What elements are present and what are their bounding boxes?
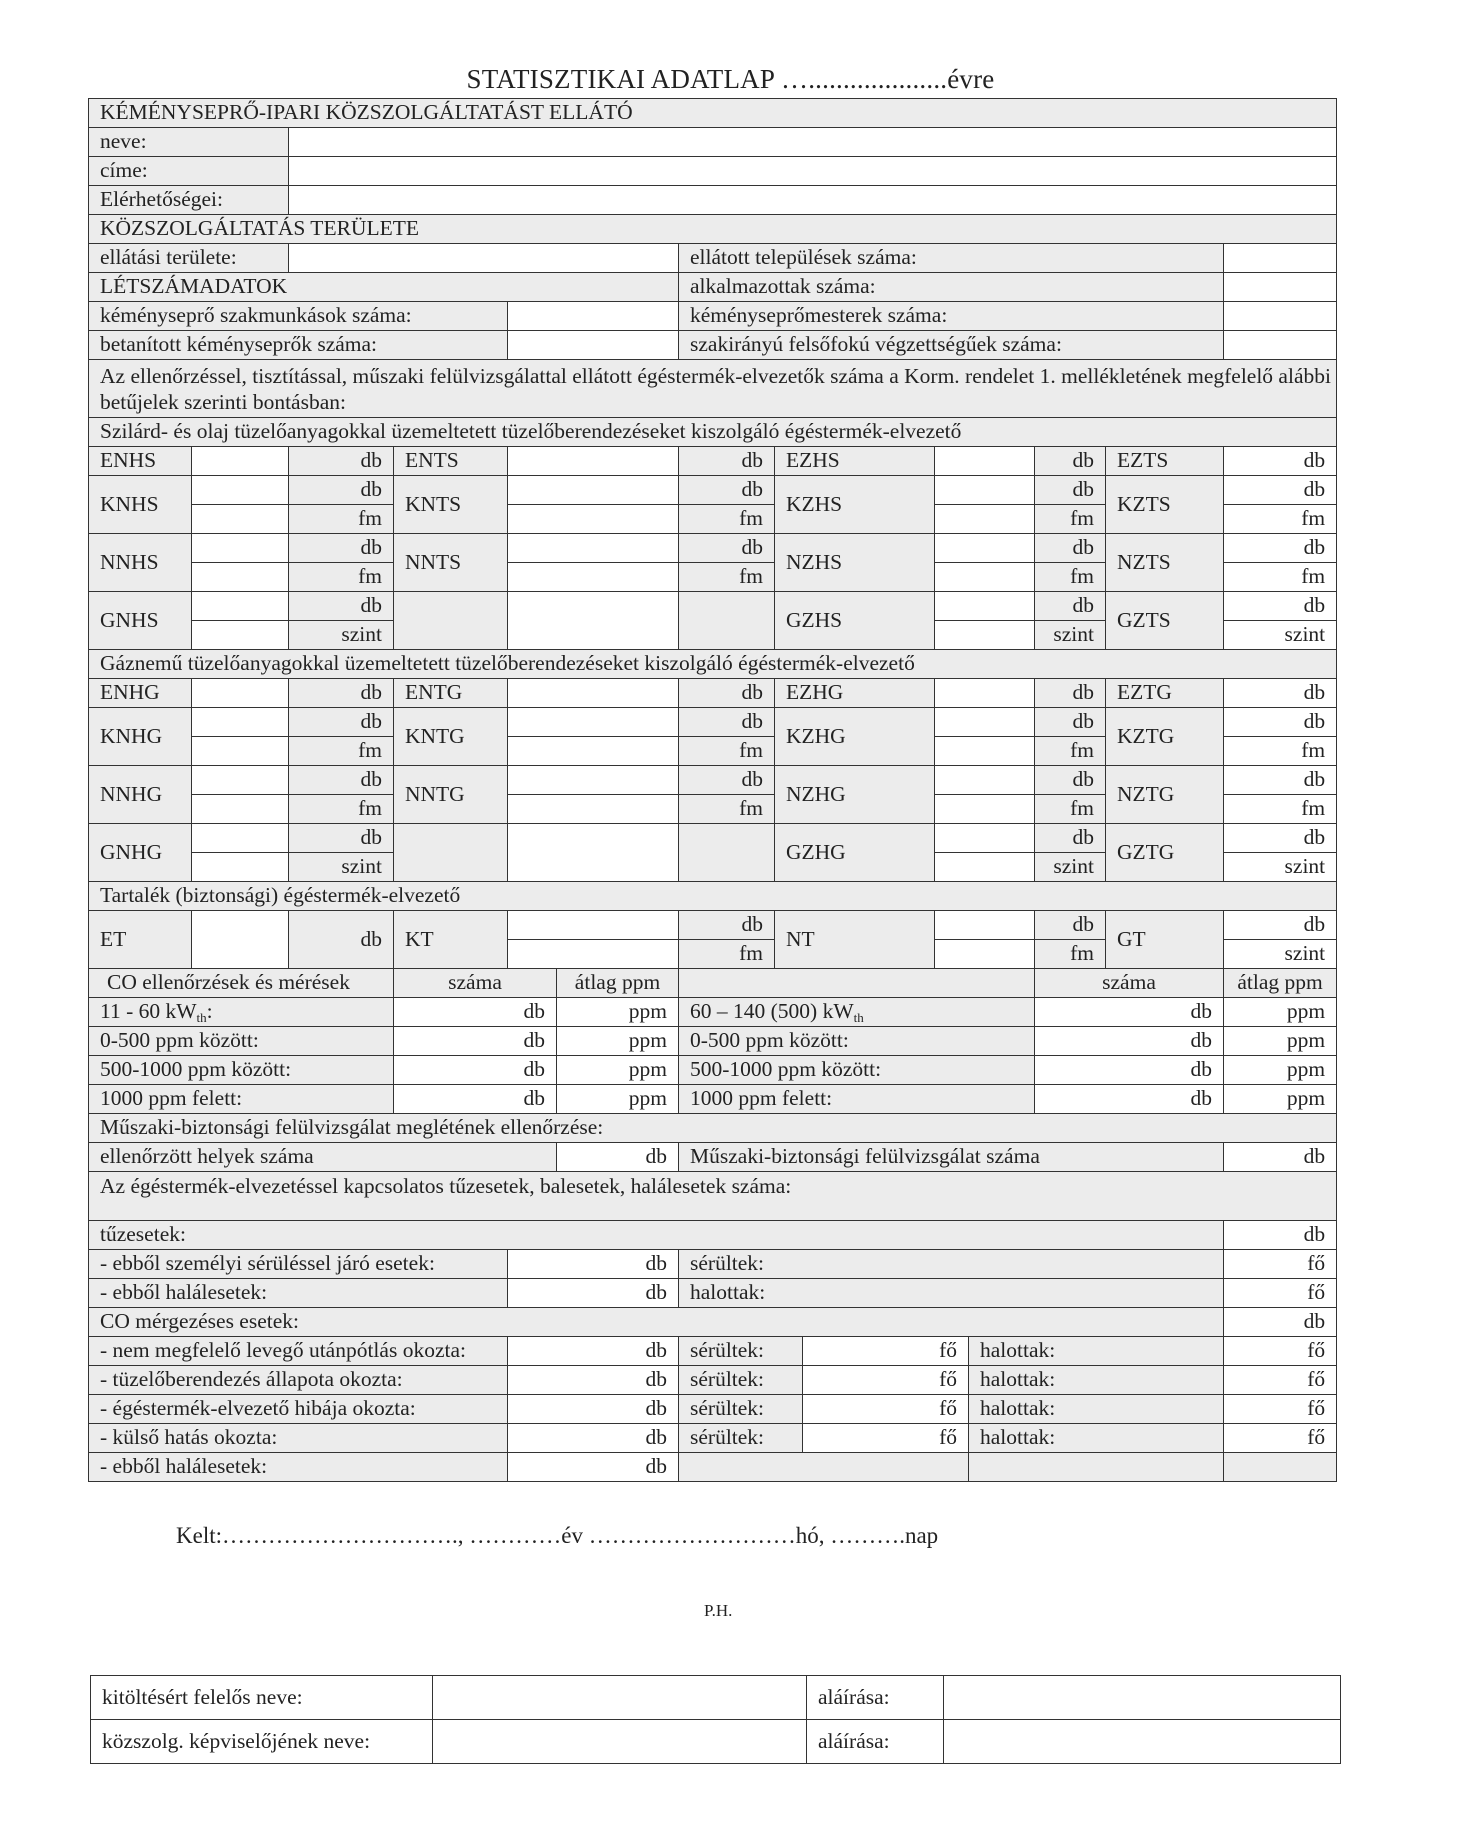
unit-label: fm — [1301, 796, 1326, 821]
provider-name-label: neve: — [89, 128, 289, 157]
length-field[interactable] — [935, 505, 1035, 534]
empty-cell — [394, 824, 508, 882]
co-avg-field[interactable]: ppm — [557, 1085, 679, 1114]
length-field[interactable] — [935, 795, 1035, 824]
unit-label: fm — [1035, 737, 1106, 766]
unit-label: db — [1303, 709, 1326, 734]
co-avg-field[interactable]: ppm — [1224, 1027, 1337, 1056]
level-field[interactable] — [1224, 853, 1337, 882]
length-field[interactable] — [192, 737, 289, 766]
code-label: KNTG — [394, 708, 508, 766]
checked-places-field[interactable]: db — [557, 1143, 679, 1172]
code-label: NNTG — [394, 766, 508, 824]
co-avg-field[interactable]: ppm — [557, 1027, 679, 1056]
length-field[interactable] — [508, 505, 679, 534]
count-field[interactable] — [1224, 911, 1337, 940]
injured-field[interactable]: fő — [803, 1395, 969, 1424]
code-label: KNHS — [89, 476, 192, 534]
empty-cell — [1224, 1453, 1337, 1482]
count-field[interactable] — [1224, 824, 1337, 853]
count-field[interactable] — [192, 824, 289, 853]
tech-reviews-label: Műszaki-biztonsági felülvizsgálat száma — [679, 1143, 1224, 1172]
count-field[interactable] — [935, 534, 1035, 563]
fires-label: tűzesetek: — [89, 1221, 1224, 1250]
empty-cell — [679, 592, 775, 650]
code-label: EZHG — [775, 679, 935, 708]
level-field[interactable] — [192, 853, 289, 882]
cause-count-field[interactable]: db — [508, 1424, 679, 1453]
unit-label: db — [679, 476, 775, 505]
unit-label: db — [1035, 534, 1106, 563]
code-label: ENTG — [394, 679, 508, 708]
co-death-cases-field[interactable]: db — [508, 1453, 679, 1482]
unit-label: db — [679, 679, 775, 708]
tech-reviews-field[interactable]: db — [1224, 1143, 1337, 1172]
code-label: GZTG — [1106, 824, 1224, 882]
provider-heading: KÉMÉNYSEPRŐ-IPARI KÖZSZOLGÁLTATÁST ELLÁTÓ — [89, 99, 1337, 128]
count-field[interactable] — [508, 447, 679, 476]
cause-label: - égéstermék-elvezető hibája okozta: — [89, 1395, 508, 1424]
count-field[interactable] — [1224, 534, 1337, 563]
unit-label: szint — [1284, 941, 1326, 966]
unit-label: db — [1035, 911, 1106, 940]
unit-label: fm — [289, 505, 394, 534]
empty-cell — [394, 592, 508, 650]
representative-name-label: közszolg. képviselőjének neve: — [91, 1720, 433, 1764]
unit-label: db — [1035, 708, 1106, 737]
length-field[interactable] — [935, 563, 1035, 592]
unit-label: db — [289, 447, 394, 476]
code-label: NZTG — [1106, 766, 1224, 824]
length-field[interactable] — [935, 737, 1035, 766]
reserve-heading: Tartalék (biztonsági) égéstermék-elvezető — [89, 882, 1337, 911]
unit-label: db — [289, 534, 394, 563]
provider-contact-field[interactable] — [289, 186, 1337, 215]
co-range-label: 500-1000 ppm között: — [679, 1056, 1035, 1085]
co-range-label: 500-1000 ppm között: — [89, 1056, 394, 1085]
accidents-heading: Az égéstermék-elvezetéssel kapcsolatos tűzesetek, balesetek, halálesetek száma: — [89, 1172, 1337, 1221]
count-field[interactable] — [508, 534, 679, 563]
count-field[interactable] — [1224, 679, 1337, 708]
level-field[interactable] — [1224, 940, 1337, 969]
co-avg-header: átlag ppm — [557, 969, 679, 998]
filler-signature-label: aláírása: — [807, 1676, 944, 1720]
empty-cell — [679, 1453, 969, 1482]
count-field[interactable] — [1224, 447, 1337, 476]
count-field[interactable] — [935, 911, 1035, 940]
higher-education-field[interactable] — [1224, 331, 1337, 360]
code-label: ENHS — [89, 447, 192, 476]
count-field[interactable] — [1224, 766, 1337, 795]
unit-label: szint — [1035, 621, 1106, 650]
code-label: ET — [89, 911, 192, 969]
count-field[interactable] — [935, 592, 1035, 621]
count-field[interactable] — [192, 766, 289, 795]
unit-label: db — [1035, 679, 1106, 708]
unit-label: fm — [1301, 506, 1326, 531]
empty-cell — [969, 1453, 1224, 1482]
code-label: GNHG — [89, 824, 192, 882]
injured-label: sérültek: — [679, 1250, 1224, 1279]
co-range-label: 60 – 140 (500) $kW_{th}$ — [679, 998, 1035, 1027]
higher-education-label: szakirányú felsőfokú végzettségűek száma: — [679, 331, 1224, 360]
dead-field[interactable]: fő — [1224, 1395, 1337, 1424]
code-label: GZHS — [775, 592, 935, 650]
tech-review-heading: Műszaki-biztonsági felülvizsgálat meglétének ellenőrzése: — [89, 1114, 1337, 1143]
provider-address-field[interactable] — [289, 157, 1337, 186]
cause-label: - külső hatás okozta: — [89, 1424, 508, 1453]
count-field[interactable] — [1224, 708, 1337, 737]
code-label: KZTS — [1106, 476, 1224, 534]
dead-label: halottak: — [969, 1337, 1224, 1366]
unit-label: db — [679, 766, 775, 795]
code-label: KNHG — [89, 708, 192, 766]
co-count-field[interactable]: db — [394, 1056, 557, 1085]
masters-label: kéményseprőmesterek száma: — [679, 302, 1224, 331]
dead-label: halottak: — [969, 1366, 1224, 1395]
cause-label: - nem megfelelő levegő utánpótlás okozta: — [89, 1337, 508, 1366]
code-label: NNHS — [89, 534, 192, 592]
unit-label: db — [1035, 592, 1106, 621]
settlements-count-label: ellátott települések száma: — [679, 244, 1224, 273]
code-label: ENHG — [89, 679, 192, 708]
cause-count-field[interactable]: db — [508, 1366, 679, 1395]
provider-address-label: címe: — [89, 157, 289, 186]
unit-label: db — [1303, 912, 1326, 937]
cause-count-field[interactable]: db — [508, 1337, 679, 1366]
level-field[interactable] — [1224, 621, 1337, 650]
fires-field[interactable]: db — [1224, 1221, 1337, 1250]
employees-field[interactable] — [1224, 273, 1337, 302]
filler-signature-field[interactable] — [944, 1676, 1341, 1720]
unit-label: fm — [679, 795, 775, 824]
death-cases-label: - ebből halálesetek: — [89, 1279, 508, 1308]
level-field[interactable] — [935, 621, 1035, 650]
co-count-field[interactable]: db — [394, 1027, 557, 1056]
co-count-field[interactable]: db — [1035, 1056, 1224, 1085]
count-field[interactable] — [935, 447, 1035, 476]
service-area-label: ellátási területe: — [89, 244, 289, 273]
count-field[interactable] — [935, 679, 1035, 708]
count-field[interactable] — [508, 679, 679, 708]
unit-label: szint — [1035, 853, 1106, 882]
count-field[interactable] — [192, 534, 289, 563]
code-label: EZHS — [775, 447, 935, 476]
co-range-label: 0-500 ppm között: — [89, 1027, 394, 1056]
unit-label: fm — [679, 563, 775, 592]
unit-label: db — [289, 766, 394, 795]
unit-label: db — [679, 447, 775, 476]
representative-name-field[interactable] — [433, 1720, 807, 1764]
unit-label: db — [289, 592, 394, 621]
statistics-form-table — [88, 98, 1337, 1482]
code-label: EZTG — [1106, 679, 1224, 708]
breakdown-note: Az ellenőrzéssel, tisztítással, műszaki felülvizsgálattal ellátott égéstermék-elvezetők száma a Korm. rendelet 1. mellékletének megfelelő alábbi betűjelek szerinti bontásban: — [89, 360, 1337, 418]
length-field[interactable] — [1224, 737, 1337, 766]
employees-label: alkalmazottak száma: — [679, 273, 1224, 302]
length-field[interactable] — [508, 940, 679, 969]
injured-field[interactable]: fő — [803, 1366, 969, 1395]
code-label: GNHS — [89, 592, 192, 650]
co-range-label: 11 - 60 $kW_{th}$: — [89, 998, 394, 1027]
unit-label: szint — [289, 621, 394, 650]
co-count-field[interactable]: db — [1035, 998, 1224, 1027]
service-area-field[interactable] — [289, 244, 679, 273]
unit-label: db — [679, 534, 775, 563]
unit-label: fm — [1035, 940, 1106, 969]
unit-label: fm — [289, 737, 394, 766]
co-range-label: 0-500 ppm között: — [679, 1027, 1035, 1056]
unit-label: fm — [679, 505, 775, 534]
trained-sweeps-label: betanított kéményseprők száma: — [89, 331, 508, 360]
unit-label: szint — [289, 853, 394, 882]
co-avg-field[interactable]: ppm — [1224, 1085, 1337, 1114]
code-label: NZTS — [1106, 534, 1224, 592]
unit-label: db — [679, 708, 775, 737]
code-label: GT — [1106, 911, 1224, 969]
code-label: NZHG — [775, 766, 935, 824]
unit-label: db — [1303, 448, 1326, 473]
dead-field[interactable]: fő — [1224, 1366, 1337, 1395]
length-field[interactable] — [1224, 563, 1337, 592]
unit-label: db — [289, 824, 394, 853]
co-avg-field[interactable]: ppm — [557, 1056, 679, 1085]
skilled-workers-field[interactable] — [508, 302, 679, 331]
empty-cell — [679, 969, 1035, 998]
co-avg-field[interactable]: ppm — [1224, 1056, 1337, 1085]
unit-label: db — [1303, 477, 1326, 502]
count-field[interactable] — [935, 824, 1035, 853]
count-field[interactable] — [935, 766, 1035, 795]
date-line: Kelt:…………………………., …………év ………………………hó, ……….nap — [176, 1523, 939, 1548]
unit-label: db — [289, 911, 394, 969]
signature-table — [90, 1675, 1341, 1764]
level-field[interactable] — [935, 853, 1035, 882]
code-label: ENTS — [394, 447, 508, 476]
length-field[interactable] — [1224, 795, 1337, 824]
injured-field[interactable]: fő — [803, 1337, 969, 1366]
unit-label: db — [289, 679, 394, 708]
co-count-field[interactable]: db — [1035, 1085, 1224, 1114]
length-field[interactable] — [1224, 505, 1337, 534]
unit-label: db — [679, 911, 775, 940]
co-heading: CO ellenőrzések és mérések — [89, 969, 394, 998]
unit-label: db — [289, 708, 394, 737]
dead-label: halottak: — [969, 1424, 1224, 1453]
count-field[interactable] — [1224, 592, 1337, 621]
unit-label: db — [1303, 535, 1326, 560]
empty-cell — [508, 824, 679, 882]
co-avg-header: átlag ppm — [1224, 969, 1337, 998]
code-label: EZTS — [1106, 447, 1224, 476]
unit-label: szint — [1284, 622, 1326, 647]
unit-label: db — [1035, 824, 1106, 853]
dead-label: halottak: — [679, 1279, 1224, 1308]
count-field[interactable] — [935, 708, 1035, 737]
death-cases-field[interactable]: db — [508, 1279, 679, 1308]
code-label: GZTS — [1106, 592, 1224, 650]
count-field[interactable] — [935, 476, 1035, 505]
unit-label: db — [1035, 447, 1106, 476]
count-field[interactable] — [508, 708, 679, 737]
code-label: KZHG — [775, 708, 935, 766]
length-field[interactable] — [192, 795, 289, 824]
co-death-cases-label: - ebből halálesetek: — [89, 1453, 508, 1482]
unit-label: db — [1035, 476, 1106, 505]
length-field[interactable] — [192, 563, 289, 592]
unit-label: szint — [1284, 854, 1326, 879]
dead-field[interactable]: fő — [1224, 1337, 1337, 1366]
representative-signature-field[interactable] — [944, 1720, 1341, 1764]
unit-label: db — [1303, 593, 1326, 618]
injured-label: sérültek: — [679, 1337, 803, 1366]
co-count-field[interactable]: db — [1035, 1027, 1224, 1056]
unit-label: fm — [679, 940, 775, 969]
cause-label: - tüzelőberendezés állapota okozta: — [89, 1366, 508, 1395]
cause-count-field[interactable]: db — [508, 1395, 679, 1424]
injured-field[interactable]: fő — [803, 1424, 969, 1453]
co-count-field[interactable]: db — [394, 1085, 557, 1114]
length-field[interactable] — [508, 737, 679, 766]
unit-label: fm — [679, 737, 775, 766]
gas-fuel-heading: Gáznemű tüzelőanyagokkal üzemeltetett tüzelőberendezéseket kiszolgáló égéstermék-elvezető — [89, 650, 1337, 679]
unit-label: fm — [289, 563, 394, 592]
code-label: GZHG — [775, 824, 935, 882]
skilled-workers-label: kéményseprő szakmunkások száma: — [89, 302, 508, 331]
co-count-header: száma — [1035, 969, 1224, 998]
unit-label: db — [1303, 767, 1326, 792]
code-label: NT — [775, 911, 935, 969]
unit-label: fm — [1035, 563, 1106, 592]
co-avg-field[interactable]: ppm — [557, 998, 679, 1027]
unit-label: fm — [1035, 505, 1106, 534]
count-field[interactable] — [192, 447, 289, 476]
dead-label: halottak: — [969, 1395, 1224, 1424]
count-field[interactable] — [508, 476, 679, 505]
length-field[interactable] — [192, 505, 289, 534]
count-field[interactable] — [192, 592, 289, 621]
count-field[interactable] — [508, 766, 679, 795]
unit-label: fm — [1301, 564, 1326, 589]
filler-name-field[interactable] — [433, 1676, 807, 1720]
count-field[interactable] — [192, 708, 289, 737]
code-label: KZHS — [775, 476, 935, 534]
length-field[interactable] — [935, 940, 1035, 969]
count-field[interactable] — [1224, 476, 1337, 505]
unit-label: fm — [1301, 738, 1326, 763]
code-label: KNTS — [394, 476, 508, 534]
unit-label: fm — [1035, 795, 1106, 824]
count-field[interactable] — [192, 476, 289, 505]
length-field[interactable] — [508, 795, 679, 824]
headcount-heading: LÉTSZÁMADATOK — [89, 273, 679, 302]
dead-field[interactable]: fő — [1224, 1424, 1337, 1453]
injury-cases-label: - ebből személyi sérüléssel járó esetek: — [89, 1250, 508, 1279]
settlements-count-field[interactable] — [1224, 244, 1337, 273]
injury-cases-field[interactable]: db — [508, 1250, 679, 1279]
unit-label: db — [289, 476, 394, 505]
code-label: KT — [394, 911, 508, 969]
code-label: NZHS — [775, 534, 935, 592]
page-title: STATISZTIKAI ADATLAP …....................évre — [466, 64, 995, 94]
empty-cell — [679, 824, 775, 882]
injured-label: sérültek: — [679, 1424, 803, 1453]
solid-fuel-heading: Szilárd- és olaj tüzelőanyagokkal üzemeltetett tüzelőberendezéseket kiszolgáló égéstermék-elvezető — [89, 418, 1337, 447]
provider-name-field[interactable] — [289, 128, 1337, 157]
provider-contact-label: Elérhetőségei: — [89, 186, 289, 215]
service-area-heading: KÖZSZOLGÁLTATÁS TERÜLETE — [89, 215, 1337, 244]
empty-cell — [508, 592, 679, 650]
co-count-field[interactable]: db — [394, 998, 557, 1027]
representative-signature-label: aláírása: — [807, 1720, 944, 1764]
dead-field[interactable]: fő — [1224, 1279, 1337, 1308]
injured-label: sérültek: — [679, 1395, 803, 1424]
co-poisoning-label: CO mérgezéses esetek: — [89, 1308, 1224, 1337]
unit-label: fm — [289, 795, 394, 824]
masters-field[interactable] — [1224, 302, 1337, 331]
length-field[interactable] — [508, 563, 679, 592]
co-range-label: 1000 ppm felett: — [89, 1085, 394, 1114]
count-field[interactable] — [192, 679, 289, 708]
co-avg-field[interactable]: ppm — [1224, 998, 1337, 1027]
level-field[interactable] — [192, 621, 289, 650]
co-count-header: száma — [394, 969, 557, 998]
count-field[interactable] — [508, 911, 679, 940]
unit-label: db — [1303, 825, 1326, 850]
checked-places-label: ellenőrzött helyek száma — [89, 1143, 557, 1172]
co-range-label: 1000 ppm felett: — [679, 1085, 1035, 1114]
unit-label: db — [1303, 680, 1326, 705]
code-label: NNHG — [89, 766, 192, 824]
stamp-placeholder: P.H. — [704, 1601, 733, 1620]
code-label: NNTS — [394, 534, 508, 592]
injured-label: sérültek: — [679, 1366, 803, 1395]
filler-name-label: kitöltésért felelős neve: — [91, 1676, 433, 1720]
injured-field[interactable]: fő — [1224, 1250, 1337, 1279]
count-field[interactable] — [192, 911, 289, 969]
trained-sweeps-field[interactable] — [508, 331, 679, 360]
co-poisoning-field[interactable]: db — [1224, 1308, 1337, 1337]
unit-label: db — [1035, 766, 1106, 795]
code-label: KZTG — [1106, 708, 1224, 766]
